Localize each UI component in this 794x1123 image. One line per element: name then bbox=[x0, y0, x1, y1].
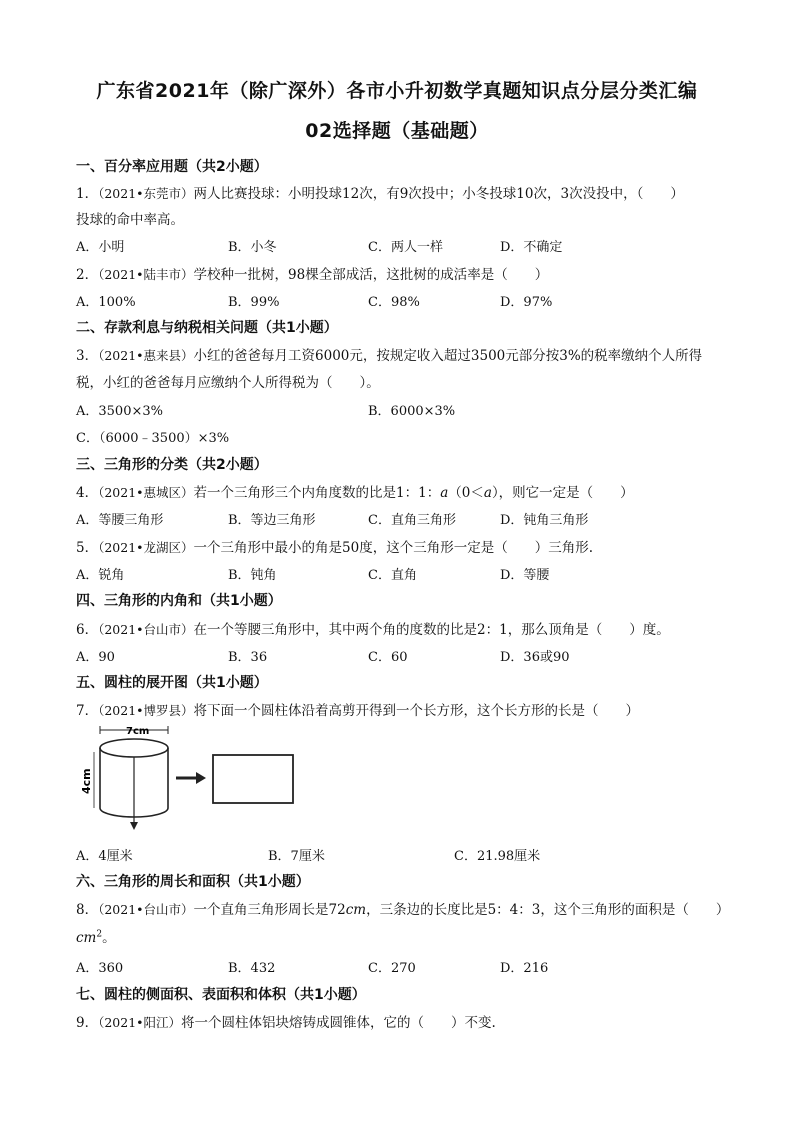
q5-option-c[interactable]: C．直角 bbox=[368, 568, 417, 583]
q4-option-b[interactable]: B．等边三角形 bbox=[228, 513, 316, 528]
question-6-line1 bbox=[76, 618, 670, 638]
q1-option-b[interactable]: B．小冬 bbox=[228, 240, 277, 255]
question-text: 学校种一批树，98棵全部成活，这批树的成活率是（ ） bbox=[193, 267, 549, 283]
question-9-line1 bbox=[76, 1011, 496, 1031]
question-3-line1 bbox=[76, 344, 702, 364]
question-number: 2． bbox=[76, 267, 99, 283]
unit-cm: cm bbox=[345, 902, 367, 918]
q8-option-a[interactable]: A．360 bbox=[76, 961, 124, 976]
question-source: （2021•博罗县） bbox=[98, 703, 194, 718]
q1-option-a[interactable]: A．小明 bbox=[76, 240, 125, 255]
q8-option-d[interactable]: D．216 bbox=[500, 961, 549, 976]
question-source: （2021•台山市） bbox=[98, 622, 194, 637]
question-text-end: 。 bbox=[102, 930, 116, 946]
question-text: 一个直角三角形周长是72 bbox=[193, 902, 346, 918]
section-heading-5: 五、圆柱的展开图（共1小题） bbox=[76, 675, 268, 691]
question-4-line1 bbox=[76, 481, 634, 501]
q2-option-c[interactable]: C．98% bbox=[368, 295, 420, 310]
q2-option-b[interactable]: B．99% bbox=[228, 295, 280, 310]
section-heading-7: 七、圆柱的侧面积、表面积和体积（共1小题） bbox=[76, 987, 366, 1003]
question-text: 一个三角形中最小的角是50度，这个三角形一定是（ ）三角形. bbox=[193, 540, 593, 556]
q2-option-a[interactable]: A．100% bbox=[76, 295, 136, 310]
variable-a-2: a bbox=[483, 485, 492, 501]
question-text: 将一个圆柱体铝块熔铸成圆锥体，它的（ ）不变. bbox=[181, 1015, 496, 1031]
q6-option-a[interactable]: A．90 bbox=[76, 650, 115, 665]
question-number: 5． bbox=[76, 540, 99, 556]
q7-option-b[interactable]: B．7厘米 bbox=[268, 849, 325, 864]
q4-option-a[interactable]: A．等腰三角形 bbox=[76, 513, 164, 528]
width-label: 7cm bbox=[126, 726, 150, 737]
q4-option-d[interactable]: D．钝角三角形 bbox=[500, 513, 589, 528]
question-text-mid: ，三条边的长度比是5：4：3，这个三角形的面积是（ ） bbox=[366, 902, 730, 918]
question-number: 9． bbox=[76, 1015, 99, 1031]
question-number: 3． bbox=[76, 348, 99, 364]
question-source: （2021•惠城区） bbox=[98, 485, 194, 500]
question-source: （2021•台山市） bbox=[98, 902, 194, 917]
question-source: （2021•龙湖区） bbox=[98, 540, 194, 555]
question-text: 将下面一个圆柱体沿着高剪开得到一个长方形，这个长方形的长是（ ） bbox=[193, 703, 640, 719]
cylinder-top-ellipse bbox=[100, 739, 168, 757]
section-heading-1: 一、百分率应用题（共2小题） bbox=[76, 159, 268, 175]
result-rectangle bbox=[213, 755, 293, 803]
question-number: 1． bbox=[76, 186, 99, 202]
question-source: （2021•惠来县） bbox=[98, 348, 194, 363]
q8-option-b[interactable]: B．432 bbox=[228, 961, 276, 976]
question-number: 7． bbox=[76, 703, 99, 719]
question-number: 6． bbox=[76, 622, 99, 638]
question-source: （2021•东莞市） bbox=[98, 186, 194, 201]
superscript-2: 2 bbox=[96, 929, 103, 940]
question-source: （2021•陆丰市） bbox=[98, 267, 194, 282]
question-1-line2: 投球的命中率高。 bbox=[76, 212, 184, 228]
q4-option-c[interactable]: C．直角三角形 bbox=[368, 513, 456, 528]
q2-option-d[interactable]: D．97% bbox=[500, 295, 553, 310]
question-number: 4． bbox=[76, 485, 99, 501]
question-text: 若一个三角形三个内角度数的比是1：1： bbox=[193, 485, 441, 501]
q5-option-a[interactable]: A．锐角 bbox=[76, 568, 125, 583]
q7-option-a[interactable]: A．4厘米 bbox=[76, 849, 133, 864]
section-heading-3: 三、三角形的分类（共2小题） bbox=[76, 457, 268, 473]
variable-a: a bbox=[440, 485, 449, 501]
q6-option-c[interactable]: C．60 bbox=[368, 650, 408, 665]
question-text: 小红的爸爸每月工资6000元，按规定收入超过3500元部分按3%的税率缴纳个人所得 bbox=[193, 348, 703, 364]
question-number: 8． bbox=[76, 902, 99, 918]
q3-option-a[interactable]: A．3500×3% bbox=[76, 404, 163, 419]
cut-arrow-icon bbox=[130, 822, 138, 830]
question-8-line1 bbox=[76, 898, 729, 918]
question-7-line1 bbox=[76, 699, 639, 719]
section-heading-6: 六、三角形的周长和面积（共1小题） bbox=[76, 874, 310, 890]
doc-title-line1: 广东省2021年（除广深外）各市小升初数学真题知识点分层分类汇编 bbox=[96, 80, 698, 102]
q6-option-b[interactable]: B．36 bbox=[228, 650, 268, 665]
doc-title-line2: 02选择题（基础题） bbox=[305, 120, 489, 142]
q7-option-c[interactable]: C．21.98厘米 bbox=[454, 849, 541, 864]
question-3-line2: 税，小红的爸爸每月应缴纳个人所得税为（ ）。 bbox=[76, 375, 380, 391]
question-source: （2021•阳江） bbox=[98, 1015, 182, 1030]
q3-option-c[interactable]: C．（6000﹣3500）×3% bbox=[76, 431, 230, 446]
right-arrow-icon bbox=[196, 772, 206, 784]
question-text: 两人比赛投球：小明投球12次，有9次投中；小冬投球10次，3次没投中，（ ） bbox=[193, 186, 684, 202]
q1-option-c[interactable]: C．两人一样 bbox=[368, 240, 443, 255]
question-text-end: ），则它一定是（ ） bbox=[491, 485, 634, 501]
question-8-line2 bbox=[76, 926, 116, 946]
q5-option-b[interactable]: B．钝角 bbox=[228, 568, 277, 583]
question-text: 在一个等腰三角形中，其中两个角的度数的比是2：1，那么顶角是（ ）度。 bbox=[193, 622, 670, 638]
section-heading-2: 二、存款利息与纳税相关问题（共1小题） bbox=[76, 320, 338, 336]
question-2-line1 bbox=[76, 263, 548, 283]
question-5-line1 bbox=[76, 536, 593, 556]
question-1-line1 bbox=[76, 182, 684, 202]
question-text-mid: （0＜ bbox=[448, 485, 484, 501]
cylinder-net-figure bbox=[80, 722, 302, 832]
q6-option-d[interactable]: D．36或90 bbox=[500, 650, 570, 665]
section-heading-4: 四、三角形的内角和（共1小题） bbox=[76, 593, 282, 609]
height-label: 4cm bbox=[80, 768, 93, 794]
unit-cm2: cm bbox=[76, 930, 97, 946]
q5-option-d[interactable]: D．等腰 bbox=[500, 568, 550, 583]
q8-option-c[interactable]: C．270 bbox=[368, 961, 416, 976]
q3-option-b[interactable]: B．6000×3% bbox=[368, 404, 456, 419]
q1-option-d[interactable]: D．不确定 bbox=[500, 240, 563, 255]
